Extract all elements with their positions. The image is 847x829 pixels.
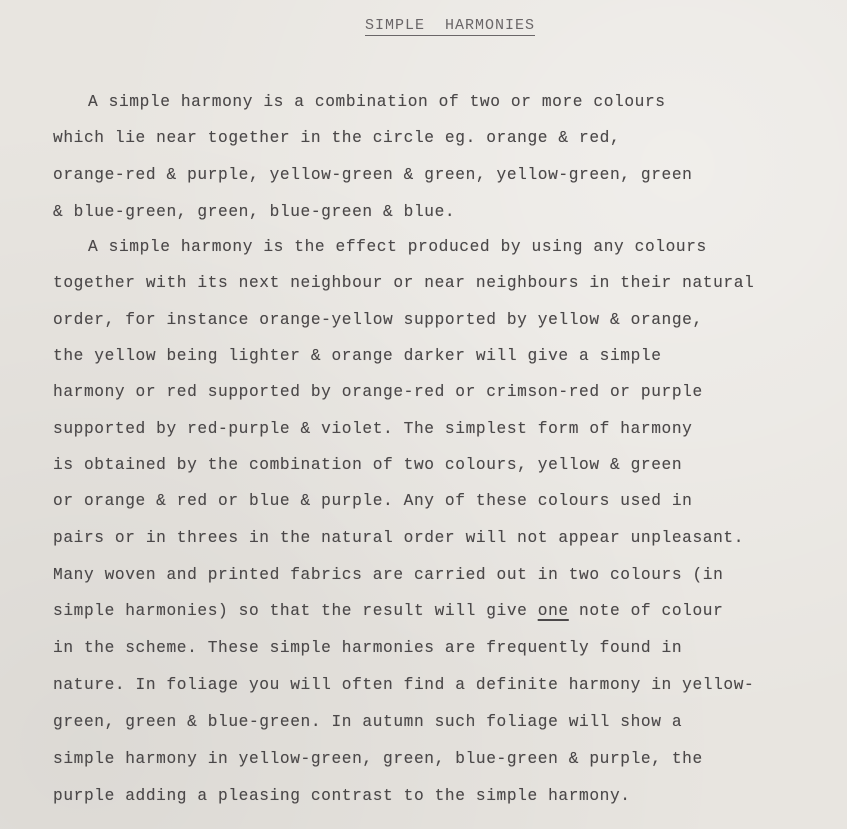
- text-line-16: in the scheme. These simple harmonies are frequently found in: [53, 639, 683, 657]
- text-line-1: A simple harmony is a combination of two or more colours: [88, 93, 666, 111]
- text-line-3: orange-red & purple, yellow-green & green, yellow-green, green: [53, 166, 693, 184]
- text-line-9: harmony or red supported by orange-red or crimson-red or purple: [53, 383, 703, 401]
- text-line-14: Many woven and printed fabrics are carried out in two colours (in: [53, 566, 724, 584]
- text-line-2: which lie near together in the circle eg. orange & red,: [53, 129, 621, 147]
- text-line-18: green, green & blue-green. In autumn such foliage will show a: [53, 713, 683, 731]
- text-line-13: pairs or in threes in the natural order will not appear unpleasant.: [53, 529, 745, 547]
- text-line-7: order, for instance orange-yellow supported by yellow & orange,: [53, 311, 703, 329]
- text-line-4: & blue-green, green, blue-green & blue.: [53, 203, 456, 221]
- page-title: [0, 17, 847, 34]
- text-line-12: or orange & red or blue & purple. Any of these colours used in: [53, 492, 693, 510]
- text-line-17: nature. In foliage you will often find a definite harmony in yellow-: [53, 676, 755, 694]
- text-line-11: is obtained by the combination of two colours, yellow & green: [53, 456, 683, 474]
- text-line-5: A simple harmony is the effect produced by using any colours: [88, 238, 707, 256]
- text-line-15: [53, 602, 723, 620]
- underlined-word: one: [537, 602, 569, 620]
- text-line-10: supported by red-purple & violet. The simplest form of harmony: [53, 420, 693, 438]
- text-line-6: together with its next neighbour or near neighbours in their natural: [53, 274, 755, 292]
- text-line-15-start: simple harmonies) so that the result will give: [53, 602, 538, 620]
- text-line-20: purple adding a pleasing contrast to the simple harmony.: [53, 787, 631, 805]
- page-title-text: SIMPLE HARMONIES: [364, 17, 536, 34]
- text-line-15-end: note of colour: [568, 602, 724, 620]
- text-line-19: simple harmony in yellow-green, green, blue-green & purple, the: [53, 750, 703, 768]
- text-line-8: the yellow being lighter & orange darker will give a simple: [53, 347, 662, 365]
